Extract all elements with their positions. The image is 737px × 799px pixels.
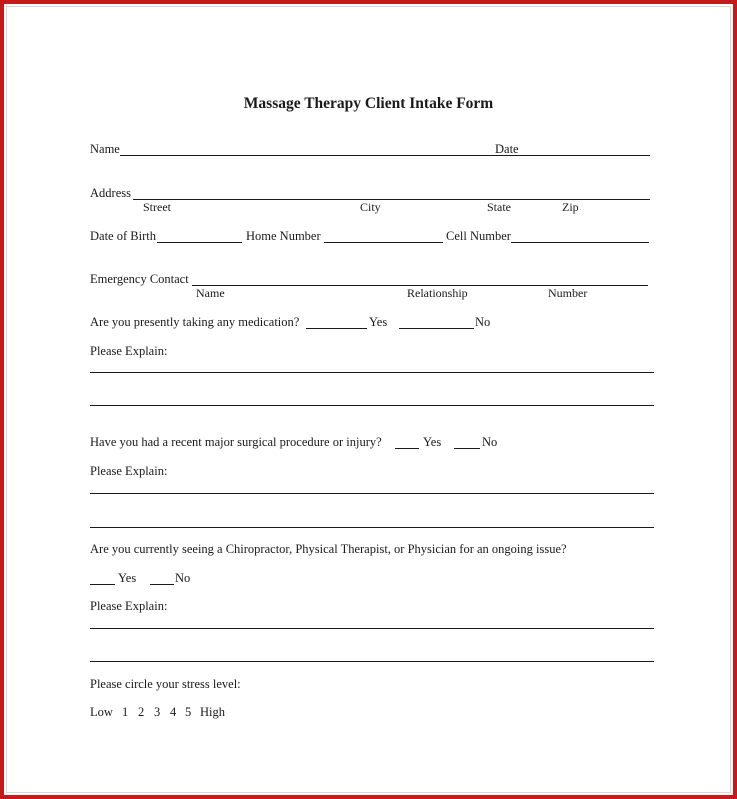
stress-level-1[interactable]: 1 xyxy=(122,705,129,719)
surgery-explain-line-2[interactable] xyxy=(90,527,654,528)
medication-explain-line-2[interactable] xyxy=(90,405,654,406)
chiropractor-question: Are you currently seeing a Chiropractor, Physical Therapist, or Physician for an ongoing issue? xyxy=(90,542,567,556)
medication-explain-label: Please Explain: xyxy=(90,344,168,358)
city-sublabel: City xyxy=(360,200,381,214)
stress-level-3[interactable]: 3 xyxy=(154,705,161,719)
dob-label: Date of Birth xyxy=(90,229,156,243)
number-sublabel: Number xyxy=(548,286,588,300)
date-field[interactable] xyxy=(482,155,650,156)
surgery-yes-label: Yes xyxy=(423,435,442,449)
state-sublabel: State xyxy=(487,200,511,214)
dob-field[interactable] xyxy=(157,242,242,243)
surgery-no-blank[interactable] xyxy=(454,448,480,449)
relationship-sublabel: Relationship xyxy=(407,286,468,300)
chiropractor-no-blank[interactable] xyxy=(150,584,174,585)
surgery-explain-line-1[interactable] xyxy=(90,493,654,494)
emergency-name-sublabel: Name xyxy=(196,286,225,300)
surgery-question: Have you had a recent major surgical procedure or injury? xyxy=(90,435,382,449)
surgery-yes-blank[interactable] xyxy=(395,448,419,449)
street-sublabel: Street xyxy=(143,200,171,214)
name-label: Name xyxy=(90,142,120,156)
chiropractor-explain-line-2[interactable] xyxy=(90,661,654,662)
cell-number-label: Cell Number xyxy=(446,229,511,243)
stress-low-label: Low xyxy=(90,705,113,719)
zip-sublabel: Zip xyxy=(562,200,579,214)
medication-no-blank[interactable] xyxy=(399,328,474,329)
chiropractor-no-label: No xyxy=(175,571,191,585)
medication-question: Are you presently taking any medication? xyxy=(90,315,300,329)
chiropractor-explain-label: Please Explain: xyxy=(90,599,168,613)
medication-yes-blank[interactable] xyxy=(306,328,367,329)
surgery-explain-label: Please Explain: xyxy=(90,464,168,478)
chiropractor-yes-label: Yes xyxy=(118,571,137,585)
medication-yes-label: Yes xyxy=(369,315,388,329)
home-number-label: Home Number xyxy=(246,229,321,243)
stress-level-5[interactable]: 5 xyxy=(185,705,192,719)
chiropractor-yes-blank[interactable] xyxy=(90,584,115,585)
stress-level-4[interactable]: 4 xyxy=(170,705,177,719)
medication-explain-line-1[interactable] xyxy=(90,372,654,373)
stress-high-label: High xyxy=(200,705,225,719)
form-title: Massage Therapy Client Intake Form xyxy=(243,95,494,112)
medication-no-label: No xyxy=(475,315,491,329)
stress-level-2[interactable]: 2 xyxy=(138,705,145,719)
address-label: Address xyxy=(90,186,131,200)
date-label: Date xyxy=(495,142,519,156)
emergency-contact-label: Emergency Contact xyxy=(90,272,189,286)
name-field[interactable] xyxy=(120,155,488,156)
cell-number-field[interactable] xyxy=(511,242,649,243)
stress-prompt: Please circle your stress level: xyxy=(90,677,241,691)
surgery-no-label: No xyxy=(482,435,498,449)
home-number-field[interactable] xyxy=(324,242,443,243)
chiropractor-explain-line-1[interactable] xyxy=(90,628,654,629)
